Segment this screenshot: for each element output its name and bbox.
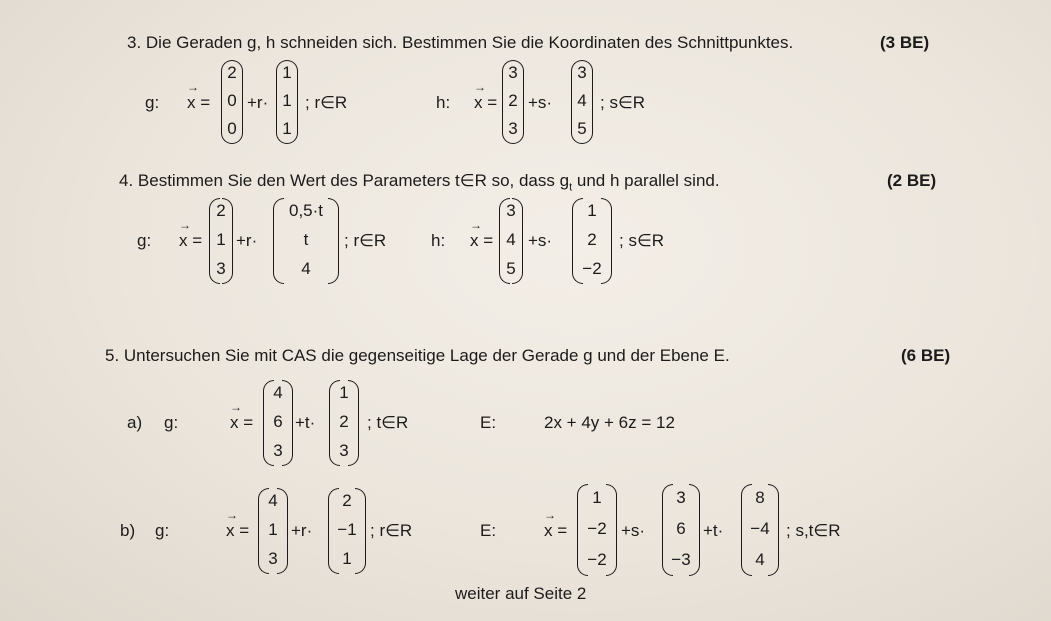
task5b-g-label: g:: [155, 521, 170, 540]
task5b-plus-r: +r·: [291, 521, 313, 540]
task5b-g-direction-vector: 2 −1 1: [328, 488, 366, 574]
task4-h-point-vector: 3 4 5: [499, 198, 523, 284]
task3-g-x-eq: → x =: [187, 93, 210, 113]
task5a-plus-t: +t·: [295, 413, 316, 432]
task4-h-label: h:: [431, 231, 446, 250]
task4-text: 4. Bestimmen Sie den Wert des Parameters t∈R so, dass $g_t$ und h parallel sind.: [119, 171, 720, 194]
task5b-plus-s: +s·: [621, 521, 646, 540]
task5b-E-param: ; s,t∈R: [786, 521, 841, 540]
task5-text: 5. Untersuchen Sie mit CAS die gegenseitige Lage der Gerade g und der Ebene E.: [105, 346, 730, 365]
task5b-E-direction2-vector: 8 −4 4: [741, 484, 779, 576]
task5a-x-eq: → x =: [230, 413, 253, 433]
task5b-plus-t: +t·: [703, 521, 724, 540]
task5a-label: a): [127, 413, 143, 432]
task5-points: (6 BE): [901, 346, 951, 365]
task5a-g-direction-vector: 1 2 3: [329, 380, 359, 466]
task5b-E-direction1-vector: 3 6 −3: [662, 484, 700, 576]
task4-g-point-vector: 2 1 3: [209, 198, 233, 284]
task5b-E-x-eq: → x =: [544, 521, 567, 541]
task4-g-x-eq: → x =: [179, 231, 202, 251]
task3-h-direction-vector: 3 4 5: [571, 60, 593, 144]
task5a-E-equation: 2x + 4y + 6z = 12: [544, 413, 675, 432]
task3-h-x-eq: → x =: [474, 93, 497, 113]
task4-g-direction-vector: 0,5·t t 4: [273, 198, 339, 284]
task3-h-plus-s: +s·: [528, 93, 553, 112]
task5b-g-param: ; r∈R: [370, 521, 413, 540]
task4-points: (2 BE): [887, 171, 937, 190]
task4-g-plus-r: +r·: [236, 231, 258, 250]
task3-text: 3. Die Geraden g, h schneiden sich. Bestimmen Sie die Koordinaten des Schnittpunktes.: [127, 33, 794, 52]
task5b-E-label: E:: [480, 521, 497, 540]
task4-h-plus-s: +s·: [528, 231, 553, 250]
task3-h-point-vector: 3 2 3: [502, 60, 524, 144]
task4-h-x-eq: → x =: [470, 231, 493, 251]
task3-g-param: ; r∈R: [305, 93, 348, 112]
task3-h-label: h:: [436, 93, 451, 112]
task3-g-direction-vector: 1 1 1: [276, 60, 298, 144]
task5b-E-point-vector: 1 −2 −2: [577, 484, 617, 576]
task3-g-plus-r: +r·: [247, 93, 269, 112]
task3-points: (3 BE): [880, 33, 930, 52]
footer-note: weiter auf Seite 2: [455, 584, 587, 603]
task5a-g-point-vector: 4 6 3: [263, 380, 293, 466]
task5b-label: b): [120, 521, 136, 540]
task3-h-param: ; s∈R: [600, 93, 646, 112]
task4-h-direction-vector: 1 2 −2: [572, 198, 612, 284]
task5a-g-label: g:: [164, 413, 179, 432]
task3-g-point-vector: 2 0 0: [221, 60, 243, 144]
task5b-g-point-vector: 4 1 3: [258, 488, 288, 574]
task4-g-param: ; r∈R: [344, 231, 387, 250]
task4-g-label: g:: [137, 231, 152, 250]
task3-g-label: g:: [145, 93, 160, 112]
task5b-x-eq: → x =: [226, 521, 249, 541]
task4-h-param: ; s∈R: [619, 231, 665, 250]
task5a-g-param: ; t∈R: [367, 413, 409, 432]
task5a-E-label: E:: [480, 413, 497, 432]
